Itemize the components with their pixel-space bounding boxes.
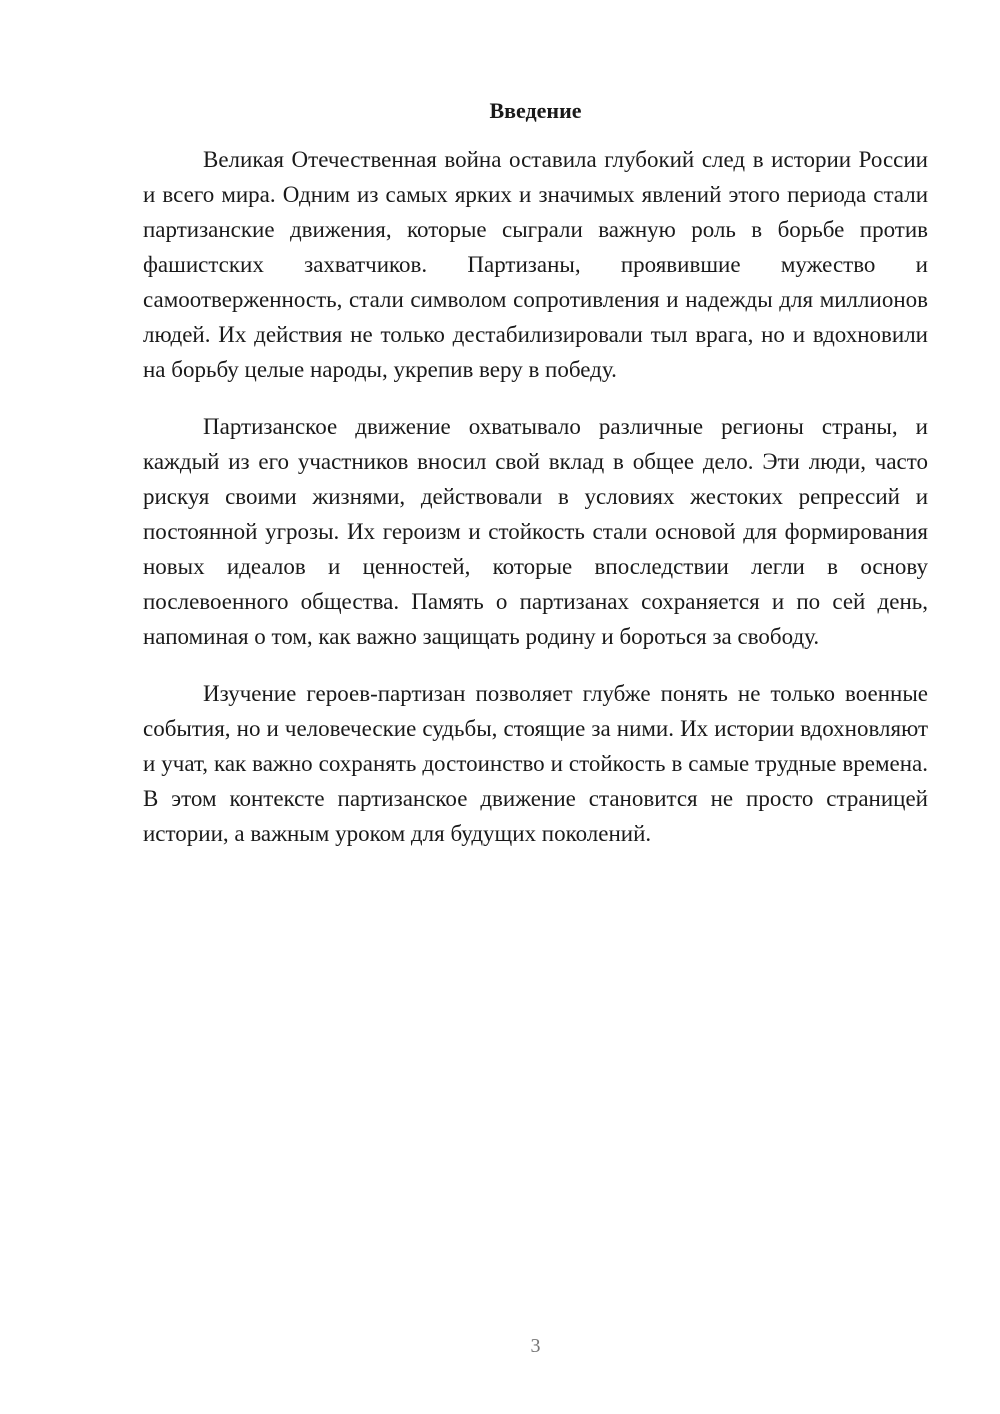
document-body — [143, 142, 928, 873]
page-number: 3 — [530, 1335, 541, 1357]
paragraph-2: Партизанское движение охватывало различные регионы страны, и каждый из его участников вносил свой вклад в общее дело. Эти люди, часто рискуя своими жизнями, действовали в условиях жестоких репрессий и постоянной угрозы. Их героизм и стойкость стали основой для формирования новых идеалов и ценностей, которые впоследствии легли в основу послевоенного общества. Память о партизанах сохраняется и по сей день, напоминая о том, как важно защищать родину и бороться за свободу. — [143, 414, 928, 649]
page-title: Введение — [489, 98, 582, 123]
paragraph-3: Изучение героев-партизан позволяет глубже понять не только военные события, но и человеческие судьбы, стоящие за ними. Их истории вдохновляют и учат, как важно сохранять достоинство и стойкость в самые трудные времена. В этом контексте партизанское движение становится не просто страницей истории, а важным уроком для будущих поколений. — [143, 681, 928, 846]
paragraph-1: Великая Отечественная война оставила глубокий след в истории России и всего мира. Одним из самых ярких и значимых явлений этого периода стали партизанские движения, которые сыграли важную роль в борьбе против фашистских захватчиков. Партизаны, проявившие мужество и самоотверженность, стали символом сопротивления и надежды для миллионов людей. Их действия не только дестабилизировали тыл врага, но и вдохновили на борьбу целые народы, укрепив веру в победу. — [143, 147, 928, 382]
